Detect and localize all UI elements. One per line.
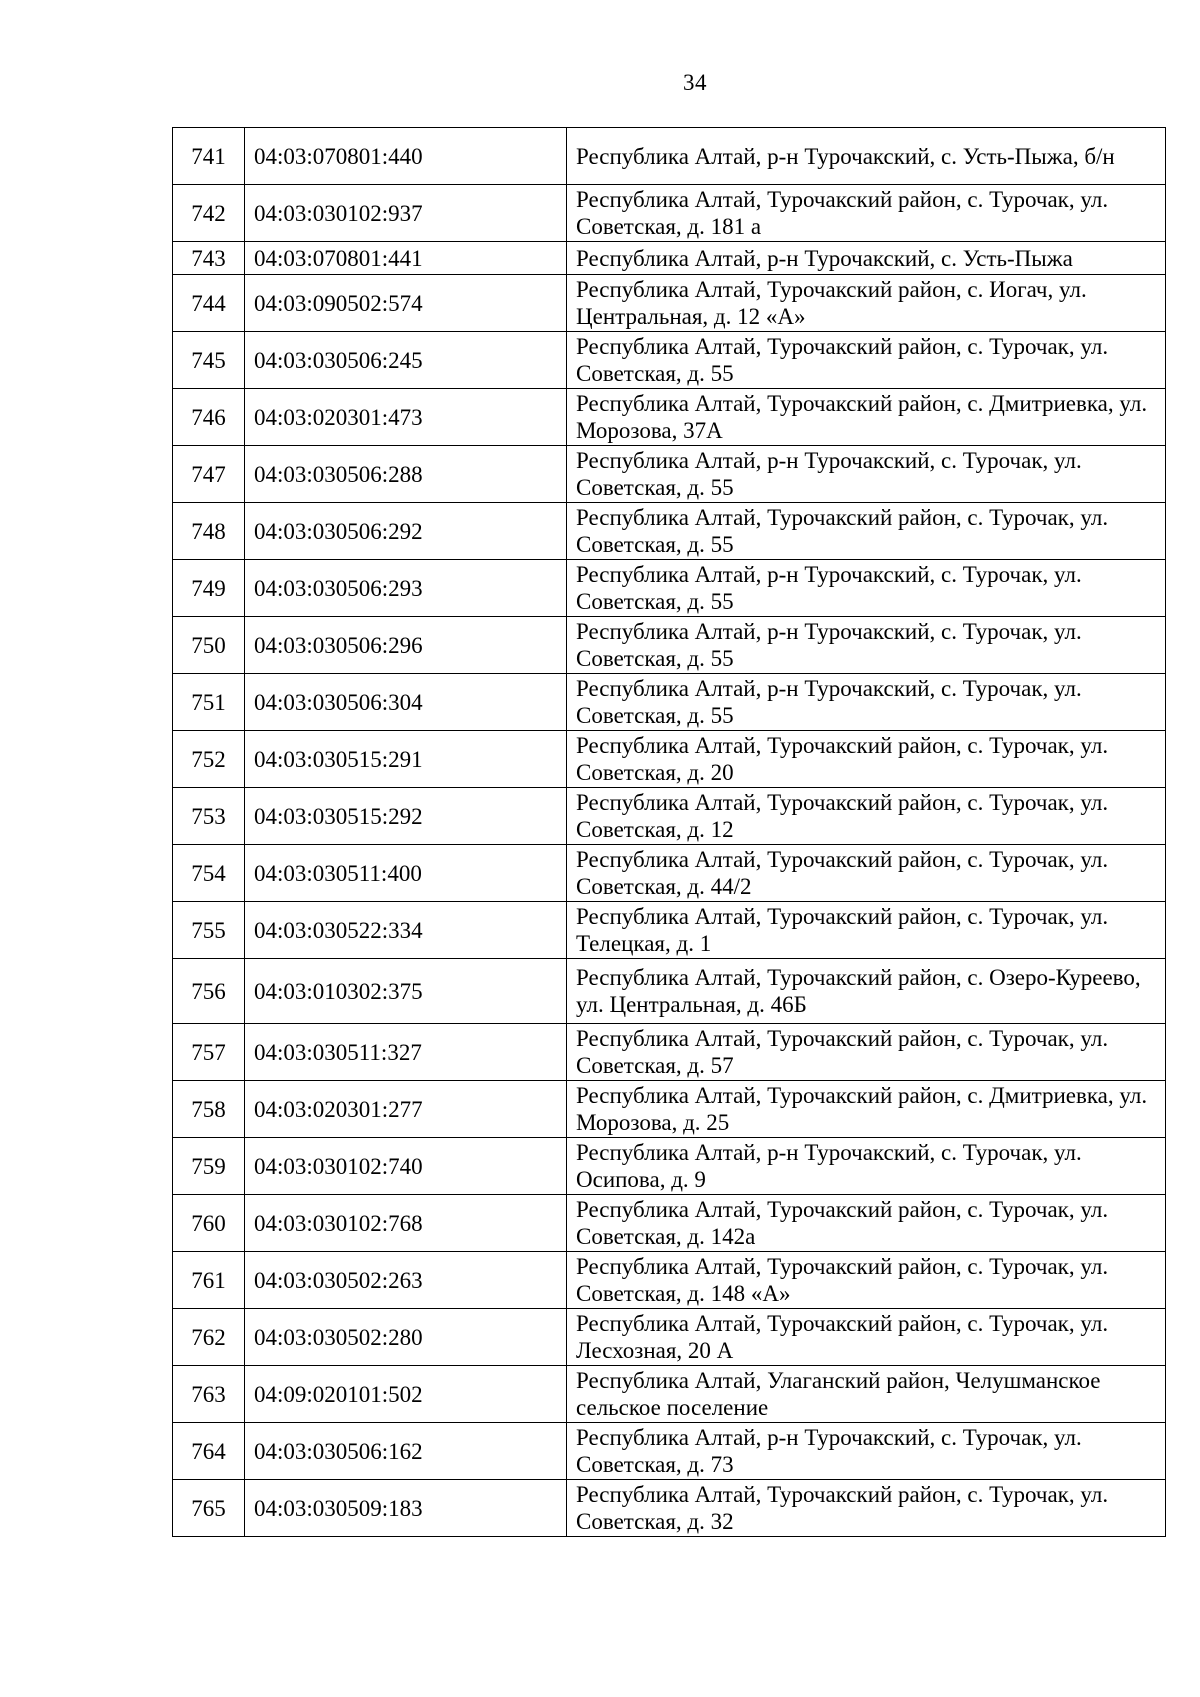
cadastral-number-cell: 04:09:020101:502 (245, 1366, 567, 1423)
cadastral-number-cell: 04:03:030506:288 (245, 446, 567, 503)
table-row (173, 1252, 1166, 1309)
cadastral-number-cell: 04:03:030511:400 (245, 845, 567, 902)
cadastral-number-cell: 04:03:070801:440 (245, 128, 567, 185)
table-row (173, 617, 1166, 674)
row-number-cell: 750 (173, 617, 245, 674)
table-row (173, 788, 1166, 845)
cadastral-number-cell: 04:03:030522:334 (245, 902, 567, 959)
address-cell: Республика Алтай, Турочакский район, с. Дмитриевка, ул. Морозова, 37А (567, 389, 1166, 446)
address-cell: Республика Алтай, р-н Турочакский, с. Усть-Пыжа, б/н (567, 128, 1166, 185)
row-number-cell: 752 (173, 731, 245, 788)
row-number-cell: 745 (173, 332, 245, 389)
page-number: 34 (683, 70, 707, 95)
address-cell: Республика Алтай, р-н Турочакский, с. Турочак, ул. Осипова, д. 9 (567, 1138, 1166, 1195)
address-cell: Республика Алтай, Турочакский район, с. Турочак, ул. Советская, д. 148 «А» (567, 1252, 1166, 1309)
address-cell: Республика Алтай, р-н Турочакский, с. Турочак, ул. Советская, д. 55 (567, 446, 1166, 503)
address-cell: Республика Алтай, Турочакский район, с. Иогач, ул. Центральная, д. 12 «А» (567, 275, 1166, 332)
table-row (173, 902, 1166, 959)
address-cell: Республика Алтай, р-н Турочакский, с. Турочак, ул. Советская, д. 73 (567, 1423, 1166, 1480)
row-number-cell: 759 (173, 1138, 245, 1195)
row-number-cell: 765 (173, 1480, 245, 1537)
row-number-cell: 746 (173, 389, 245, 446)
address-cell: Республика Алтай, Турочакский район, с. Турочак, ул. Советская, д. 44/2 (567, 845, 1166, 902)
cadastral-number-cell: 04:03:030511:327 (245, 1024, 567, 1081)
table-row (173, 185, 1166, 242)
address-cell: Республика Алтай, р-н Турочакский, с. Турочак, ул. Советская, д. 55 (567, 560, 1166, 617)
row-number-cell: 758 (173, 1081, 245, 1138)
table-row (173, 332, 1166, 389)
table-row (173, 389, 1166, 446)
address-cell: Республика Алтай, Турочакский район, с. Турочак, ул. Советская, д. 20 (567, 731, 1166, 788)
table-row (173, 503, 1166, 560)
cadastral-number-cell: 04:03:020301:473 (245, 389, 567, 446)
cadastral-number-cell: 04:03:030506:245 (245, 332, 567, 389)
table-row (173, 275, 1166, 332)
address-cell: Республика Алтай, р-н Турочакский, с. Турочак, ул. Советская, д. 55 (567, 674, 1166, 731)
table-row (173, 1081, 1166, 1138)
table-row (173, 845, 1166, 902)
table-row (173, 242, 1166, 275)
table-row (173, 128, 1166, 185)
table-row (173, 674, 1166, 731)
cadastral-number-cell: 04:03:030515:291 (245, 731, 567, 788)
table-row (173, 1366, 1166, 1423)
address-cell: Республика Алтай, Турочакский район, с. Турочак, ул. Лесхозная, 20 А (567, 1309, 1166, 1366)
cadastral-number-cell: 04:03:030502:263 (245, 1252, 567, 1309)
row-number-cell: 748 (173, 503, 245, 560)
row-number-cell: 747 (173, 446, 245, 503)
table-row (173, 560, 1166, 617)
cadastral-number-cell: 04:03:030506:296 (245, 617, 567, 674)
row-number-cell: 741 (173, 128, 245, 185)
address-cell: Республика Алтай, Улаганский район, Челушманское сельское поселение (567, 1366, 1166, 1423)
row-number-cell: 743 (173, 242, 245, 275)
cadastral-number-cell: 04:03:030506:292 (245, 503, 567, 560)
cadastral-number-cell: 04:03:090502:574 (245, 275, 567, 332)
row-number-cell: 751 (173, 674, 245, 731)
address-cell: Республика Алтай, Турочакский район, с. Турочак, ул. Советская, д. 12 (567, 788, 1166, 845)
cadastral-number-cell: 04:03:030506:304 (245, 674, 567, 731)
table-row (173, 1138, 1166, 1195)
address-cell: Республика Алтай, Турочакский район, с. Турочак, ул. Советская, д. 181 а (567, 185, 1166, 242)
cadastral-number-cell: 04:03:030102:768 (245, 1195, 567, 1252)
address-cell: Республика Алтай, Турочакский район, с. Турочак, ул. Советская, д. 142а (567, 1195, 1166, 1252)
address-cell: Республика Алтай, Турочакский район, с. Турочак, ул. Советская, д. 55 (567, 503, 1166, 560)
cadastral-number-cell: 04:03:030502:280 (245, 1309, 567, 1366)
table-row (173, 1024, 1166, 1081)
address-cell: Республика Алтай, Турочакский район, с. Дмитриевка, ул. Морозова, д. 25 (567, 1081, 1166, 1138)
table-row (173, 959, 1166, 1024)
table-row (173, 1423, 1166, 1480)
row-number-cell: 755 (173, 902, 245, 959)
cadastral-number-cell: 04:03:030102:937 (245, 185, 567, 242)
row-number-cell: 754 (173, 845, 245, 902)
address-cell: Республика Алтай, Турочакский район, с. Турочак, ул. Советская, д. 32 (567, 1480, 1166, 1537)
row-number-cell: 761 (173, 1252, 245, 1309)
row-number-cell: 744 (173, 275, 245, 332)
row-number-cell: 742 (173, 185, 245, 242)
table-row (173, 446, 1166, 503)
address-cell: Республика Алтай, р-н Турочакский, с. Усть-Пыжа (567, 242, 1166, 275)
address-cell: Республика Алтай, Турочакский район, с. Турочак, ул. Советская, д. 57 (567, 1024, 1166, 1081)
row-number-cell: 762 (173, 1309, 245, 1366)
row-number-cell: 756 (173, 959, 245, 1024)
address-cell: Республика Алтай, Турочакский район, с. Озеро-Куреево, ул. Центральная, д. 46Б (567, 959, 1166, 1024)
row-number-cell: 753 (173, 788, 245, 845)
row-number-cell: 763 (173, 1366, 245, 1423)
row-number-cell: 764 (173, 1423, 245, 1480)
cadastral-number-cell: 04:03:030509:183 (245, 1480, 567, 1537)
table-row (173, 731, 1166, 788)
cadastral-number-cell: 04:03:030506:293 (245, 560, 567, 617)
cadastral-number-cell: 04:03:030515:292 (245, 788, 567, 845)
address-cell: Республика Алтай, Турочакский район, с. Турочак, ул. Телецкая, д. 1 (567, 902, 1166, 959)
registry-table (172, 127, 1166, 1537)
row-number-cell: 757 (173, 1024, 245, 1081)
address-cell: Республика Алтай, р-н Турочакский, с. Турочак, ул. Советская, д. 55 (567, 617, 1166, 674)
cadastral-number-cell: 04:03:070801:441 (245, 242, 567, 275)
table-row (173, 1309, 1166, 1366)
cadastral-number-cell: 04:03:020301:277 (245, 1081, 567, 1138)
row-number-cell: 760 (173, 1195, 245, 1252)
cadastral-number-cell: 04:03:030506:162 (245, 1423, 567, 1480)
address-cell: Республика Алтай, Турочакский район, с. Турочак, ул. Советская, д. 55 (567, 332, 1166, 389)
table-row (173, 1195, 1166, 1252)
table-row (173, 1480, 1166, 1537)
registry-table-body (173, 128, 1166, 1537)
cadastral-number-cell: 04:03:010302:375 (245, 959, 567, 1024)
row-number-cell: 749 (173, 560, 245, 617)
cadastral-number-cell: 04:03:030102:740 (245, 1138, 567, 1195)
